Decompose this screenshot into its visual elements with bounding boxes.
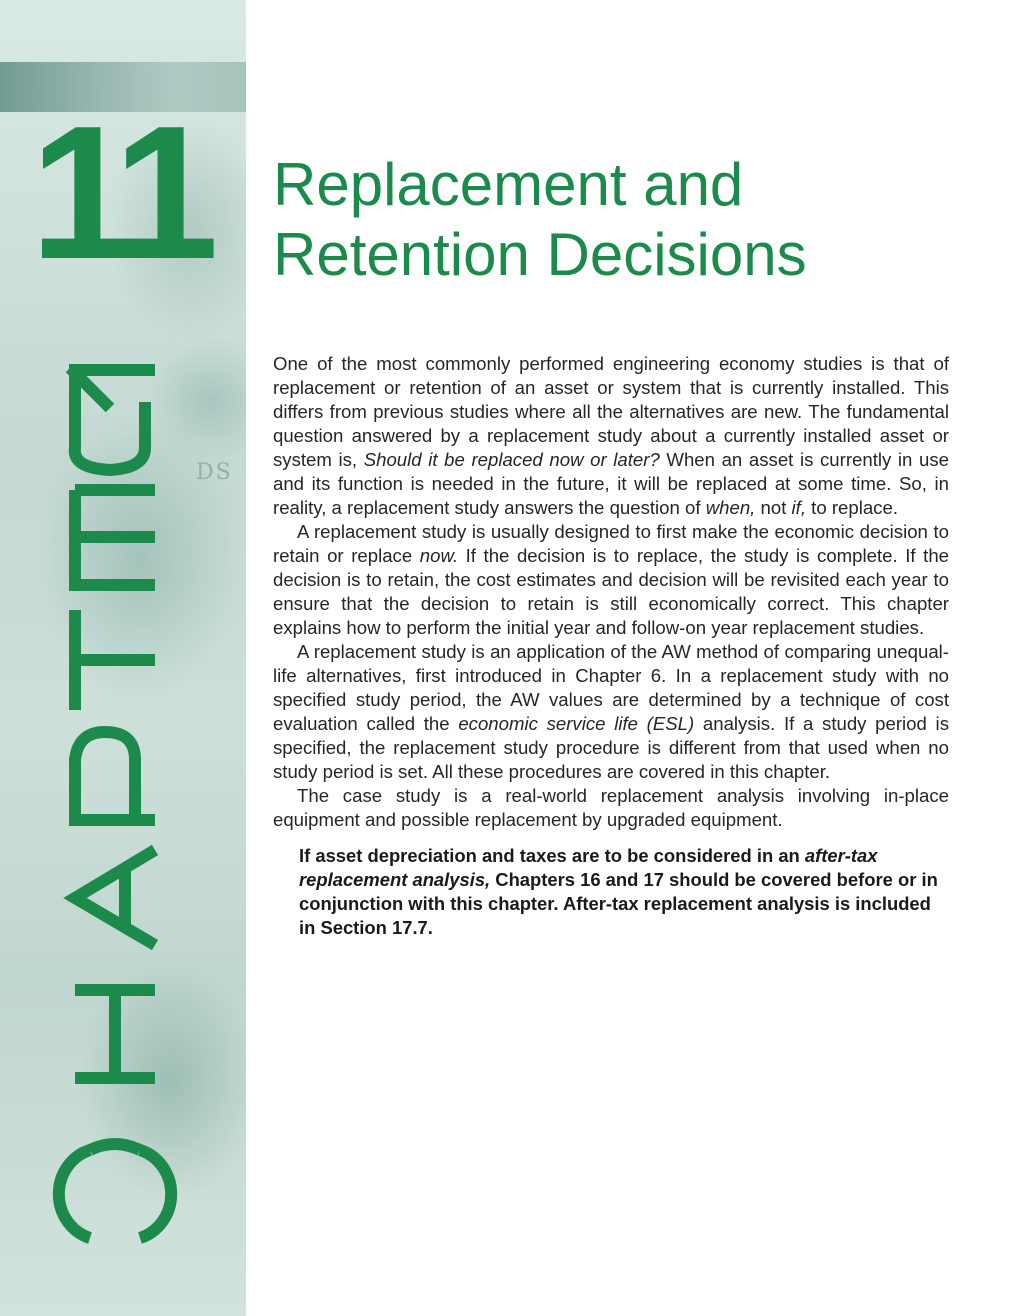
after-tax-callout (299, 844, 949, 940)
sidebar-background-mark: DS (196, 460, 233, 485)
paragraph-emphasis: when, (705, 497, 756, 518)
chapter-word (0, 320, 246, 1020)
intro-paragraph-2 (273, 520, 949, 640)
chapter-title (273, 150, 913, 290)
chapter-letter-t (75, 610, 155, 710)
paragraph-emphasis: economic service life (ESL) (458, 713, 695, 734)
chapter-word-glyphs-lower (0, 970, 246, 1316)
chapter-sidebar (0, 0, 246, 1316)
callout-text: Chapters 16 and 17 should be covered before or in conjunction with this chapter. After-tax replacement analysis is included in Section 17.7. (299, 869, 938, 938)
chapter-intro-body (273, 352, 949, 832)
chapter-number: 11 (30, 87, 207, 299)
callout-text: If asset depreciation and taxes are to be considered in an (299, 845, 805, 866)
chapter-word-glyphs (0, 320, 246, 1020)
paragraph-emphasis: now. (419, 545, 459, 566)
chapter-title-line-1: Replacement and (273, 151, 744, 218)
paragraph-text: analysis. If a study period is specified, the replacement study procedure is different from that used when no study period is set. All these procedures are covered in this chapter. (273, 713, 949, 782)
chapter-title-line-2: Retention Decisions (273, 221, 807, 288)
chapter-letter-p (75, 732, 155, 820)
callout-emphasis: after-tax replacement analysis, (299, 845, 878, 890)
paragraph-text: A replacement study is usually designed to first make the economic decision to retain or replace (273, 521, 949, 566)
chapter-content (273, 150, 949, 940)
intro-paragraph-3 (273, 640, 949, 784)
paragraph-text: not (755, 497, 792, 518)
chapter-letter-c (59, 1144, 171, 1238)
intro-paragraph-4: The case study is a real-world replacement analysis involving in-place equipment and possible replacement by upgraded equipment. (273, 785, 949, 830)
paragraph-text: When an asset is currently in use and its function is needed in the future, it will be replaced at some time. So, in reality, a replacement study answers the question of (273, 449, 949, 518)
chapter-letter-r (70, 368, 155, 470)
paragraph-emphasis: Should it be replaced now or later? (363, 449, 660, 470)
paragraph-text: One of the most commonly performed engineering economy studies is that of replacement or retention of an asset or system that is currently installed. This differs from previous studies where all the alternatives are new. The fundamental question answered by a replacement study about a currently installed asset or system is, (273, 353, 949, 470)
paragraph-text: A replacement study is an application of the AW method of comparing unequal-life alternatives, first introduced in Chapter 6. In a replacement study with no specified study period, the AW values are determined by a technique of cost evaluation called the (273, 641, 949, 734)
paragraph-text: If the decision is to replace, the study is complete. If the decision is to retain, the cost estimates and decision will be revisited each year to ensure that the decision to retain is still economically correct. This chapter explains how to perform the initial year and follow-on year replacement studies. (273, 545, 950, 638)
paragraph-text: to replace. (806, 497, 898, 518)
chapter-letter-h (75, 990, 155, 1078)
chapter-letter-a (75, 850, 155, 945)
chapter-letter-e (75, 490, 155, 585)
intro-paragraph-1 (273, 352, 949, 520)
paragraph-emphasis: if, (791, 497, 806, 518)
